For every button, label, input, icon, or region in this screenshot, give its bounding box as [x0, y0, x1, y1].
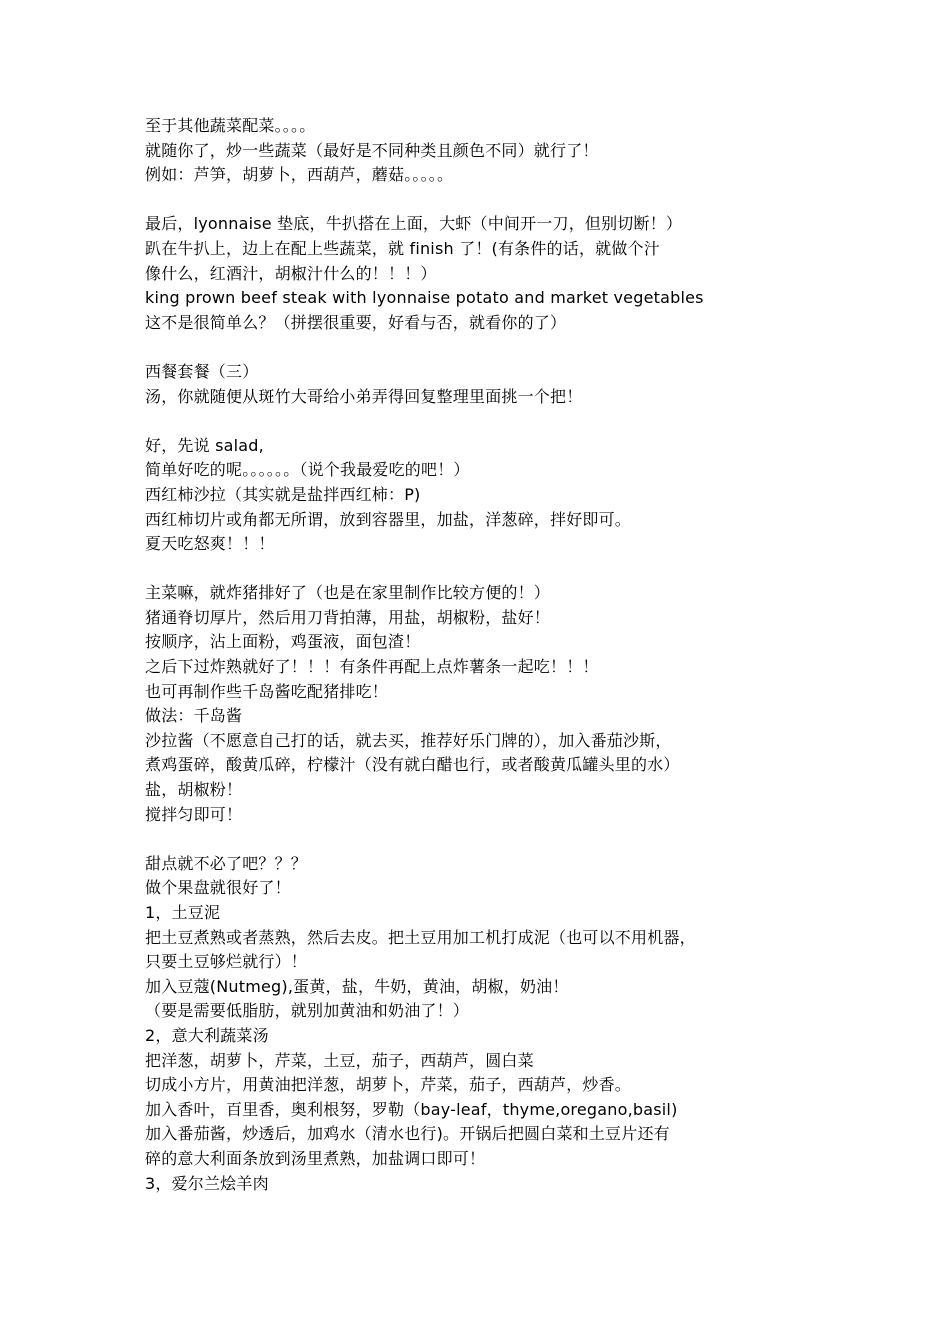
text-line: 简单好吃的呢。。。。。。（说个我最爱吃的吧！）	[145, 460, 470, 480]
text-line: 汤，你就随便从斑竹大哥给小弟弄得回复整理里面挑一个把！	[145, 386, 583, 406]
text-line: 加入番茄酱，炒透后，加鸡水（清水也行)。开锅后把圆白菜和土豆片还有	[145, 1124, 670, 1144]
text-line: 最后，lyonnaise 垫底，牛扒搭在上面，大虾（中间开一刀，但别切断！）	[145, 214, 683, 234]
text-line: 做个果盘就很好了！	[145, 878, 291, 898]
text-line: 碎的意大利面条放到汤里煮熟，加盐调口即可！	[145, 1148, 486, 1168]
text-line: king prown beef steak with lyonnaise potato and market vegetables	[145, 288, 704, 308]
document-body	[145, 114, 905, 1196]
text-line: 按顺序，沾上面粉，鸡蛋液，面包渣！	[145, 632, 421, 652]
text-line: 猪通脊切厚片，然后用刀背拍薄，用盐，胡椒粉，盐好！	[145, 607, 551, 627]
blank-line	[145, 409, 905, 434]
text-line: 3，爱尔兰烩羊肉	[145, 1173, 269, 1193]
text-line: 夏天吃怒爽！！！	[145, 534, 275, 554]
text-line: 切成小方片，用黄油把洋葱，胡萝卜，芹菜，茄子，西葫芦，炒香。	[145, 1075, 632, 1095]
text-line: 之后下过炸熟就好了！！！有条件再配上点炸薯条一起吃！！！	[145, 657, 599, 677]
text-line: 把土豆煮熟或者蒸熟，然后去皮。把土豆用加工机打成泥（也可以不用机器，	[145, 927, 696, 947]
text-line: 2，意大利蔬菜汤	[145, 1025, 269, 1045]
text-line: 把洋葱，胡萝卜，芹菜，土豆，茄子，西葫芦，圆白菜	[145, 1050, 534, 1070]
blank-line	[145, 827, 905, 852]
text-line: 甜点就不必了吧？？？	[145, 853, 308, 873]
text-line: 西红柿沙拉（其实就是盐拌西红柿：P)	[145, 484, 421, 504]
text-line: 就随你了，炒一些蔬菜（最好是不同种类且颜色不同）就行了！	[145, 140, 599, 160]
text-line: 西餐套餐（三）	[145, 361, 259, 381]
blank-line	[145, 188, 905, 213]
text-line: 盐，胡椒粉！	[145, 780, 243, 800]
text-line: 好，先说 salad,	[145, 435, 264, 455]
blank-line	[145, 335, 905, 360]
text-line: 加入香叶，百里香，奥利根努，罗勒（bay-leaf，thyme,oregano,basil)	[145, 1099, 678, 1119]
blank-line	[145, 557, 905, 582]
text-line: 煮鸡蛋碎，酸黄瓜碎，柠檬汁（没有就白醋也行，或者酸黄瓜罐头里的水）	[145, 755, 680, 775]
text-line: （要是需要低脂肪，就别加黄油和奶油了！）	[145, 1001, 470, 1021]
text-line: 搅拌匀即可！	[145, 804, 243, 824]
text-line: 这不是很简单么？（拼摆很重要，好看与否，就看你的了）	[145, 312, 567, 332]
text-line: 沙拉酱（不愿意自己打的话，就去买，推荐好乐门牌的），加入番茄沙斯，	[145, 730, 672, 750]
text-line: 加入豆蔻(Nutmeg),蛋黄，盐，牛奶，黄油，胡椒，奶油！	[145, 976, 569, 996]
text-line: 像什么，红酒汁，胡椒汁什么的！！！）	[145, 263, 437, 283]
text-line: 只要土豆够烂就行）！	[145, 952, 308, 972]
text-line: 做法：千岛酱	[145, 706, 243, 726]
text-line: 趴在牛扒上，边上在配上些蔬菜，就 finish 了！(有条件的话，就做个汁	[145, 238, 660, 258]
text-line: 西红柿切片或角都无所谓，放到容器里，加盐，洋葱碎，拌好即可。	[145, 509, 632, 529]
text-line: 主菜嘛，就炸猪排好了（也是在家里制作比较方便的！）	[145, 583, 551, 603]
text-line: 至于其他蔬菜配菜。。。。	[145, 116, 316, 135]
text-line: 1，土豆泥	[145, 903, 221, 922]
text-line: 例如：芦笋，胡萝卜，西葫芦，蘑菇。。。。。	[145, 165, 454, 185]
text-line: 也可再制作些千岛酱吃配猪排吃！	[145, 681, 389, 701]
